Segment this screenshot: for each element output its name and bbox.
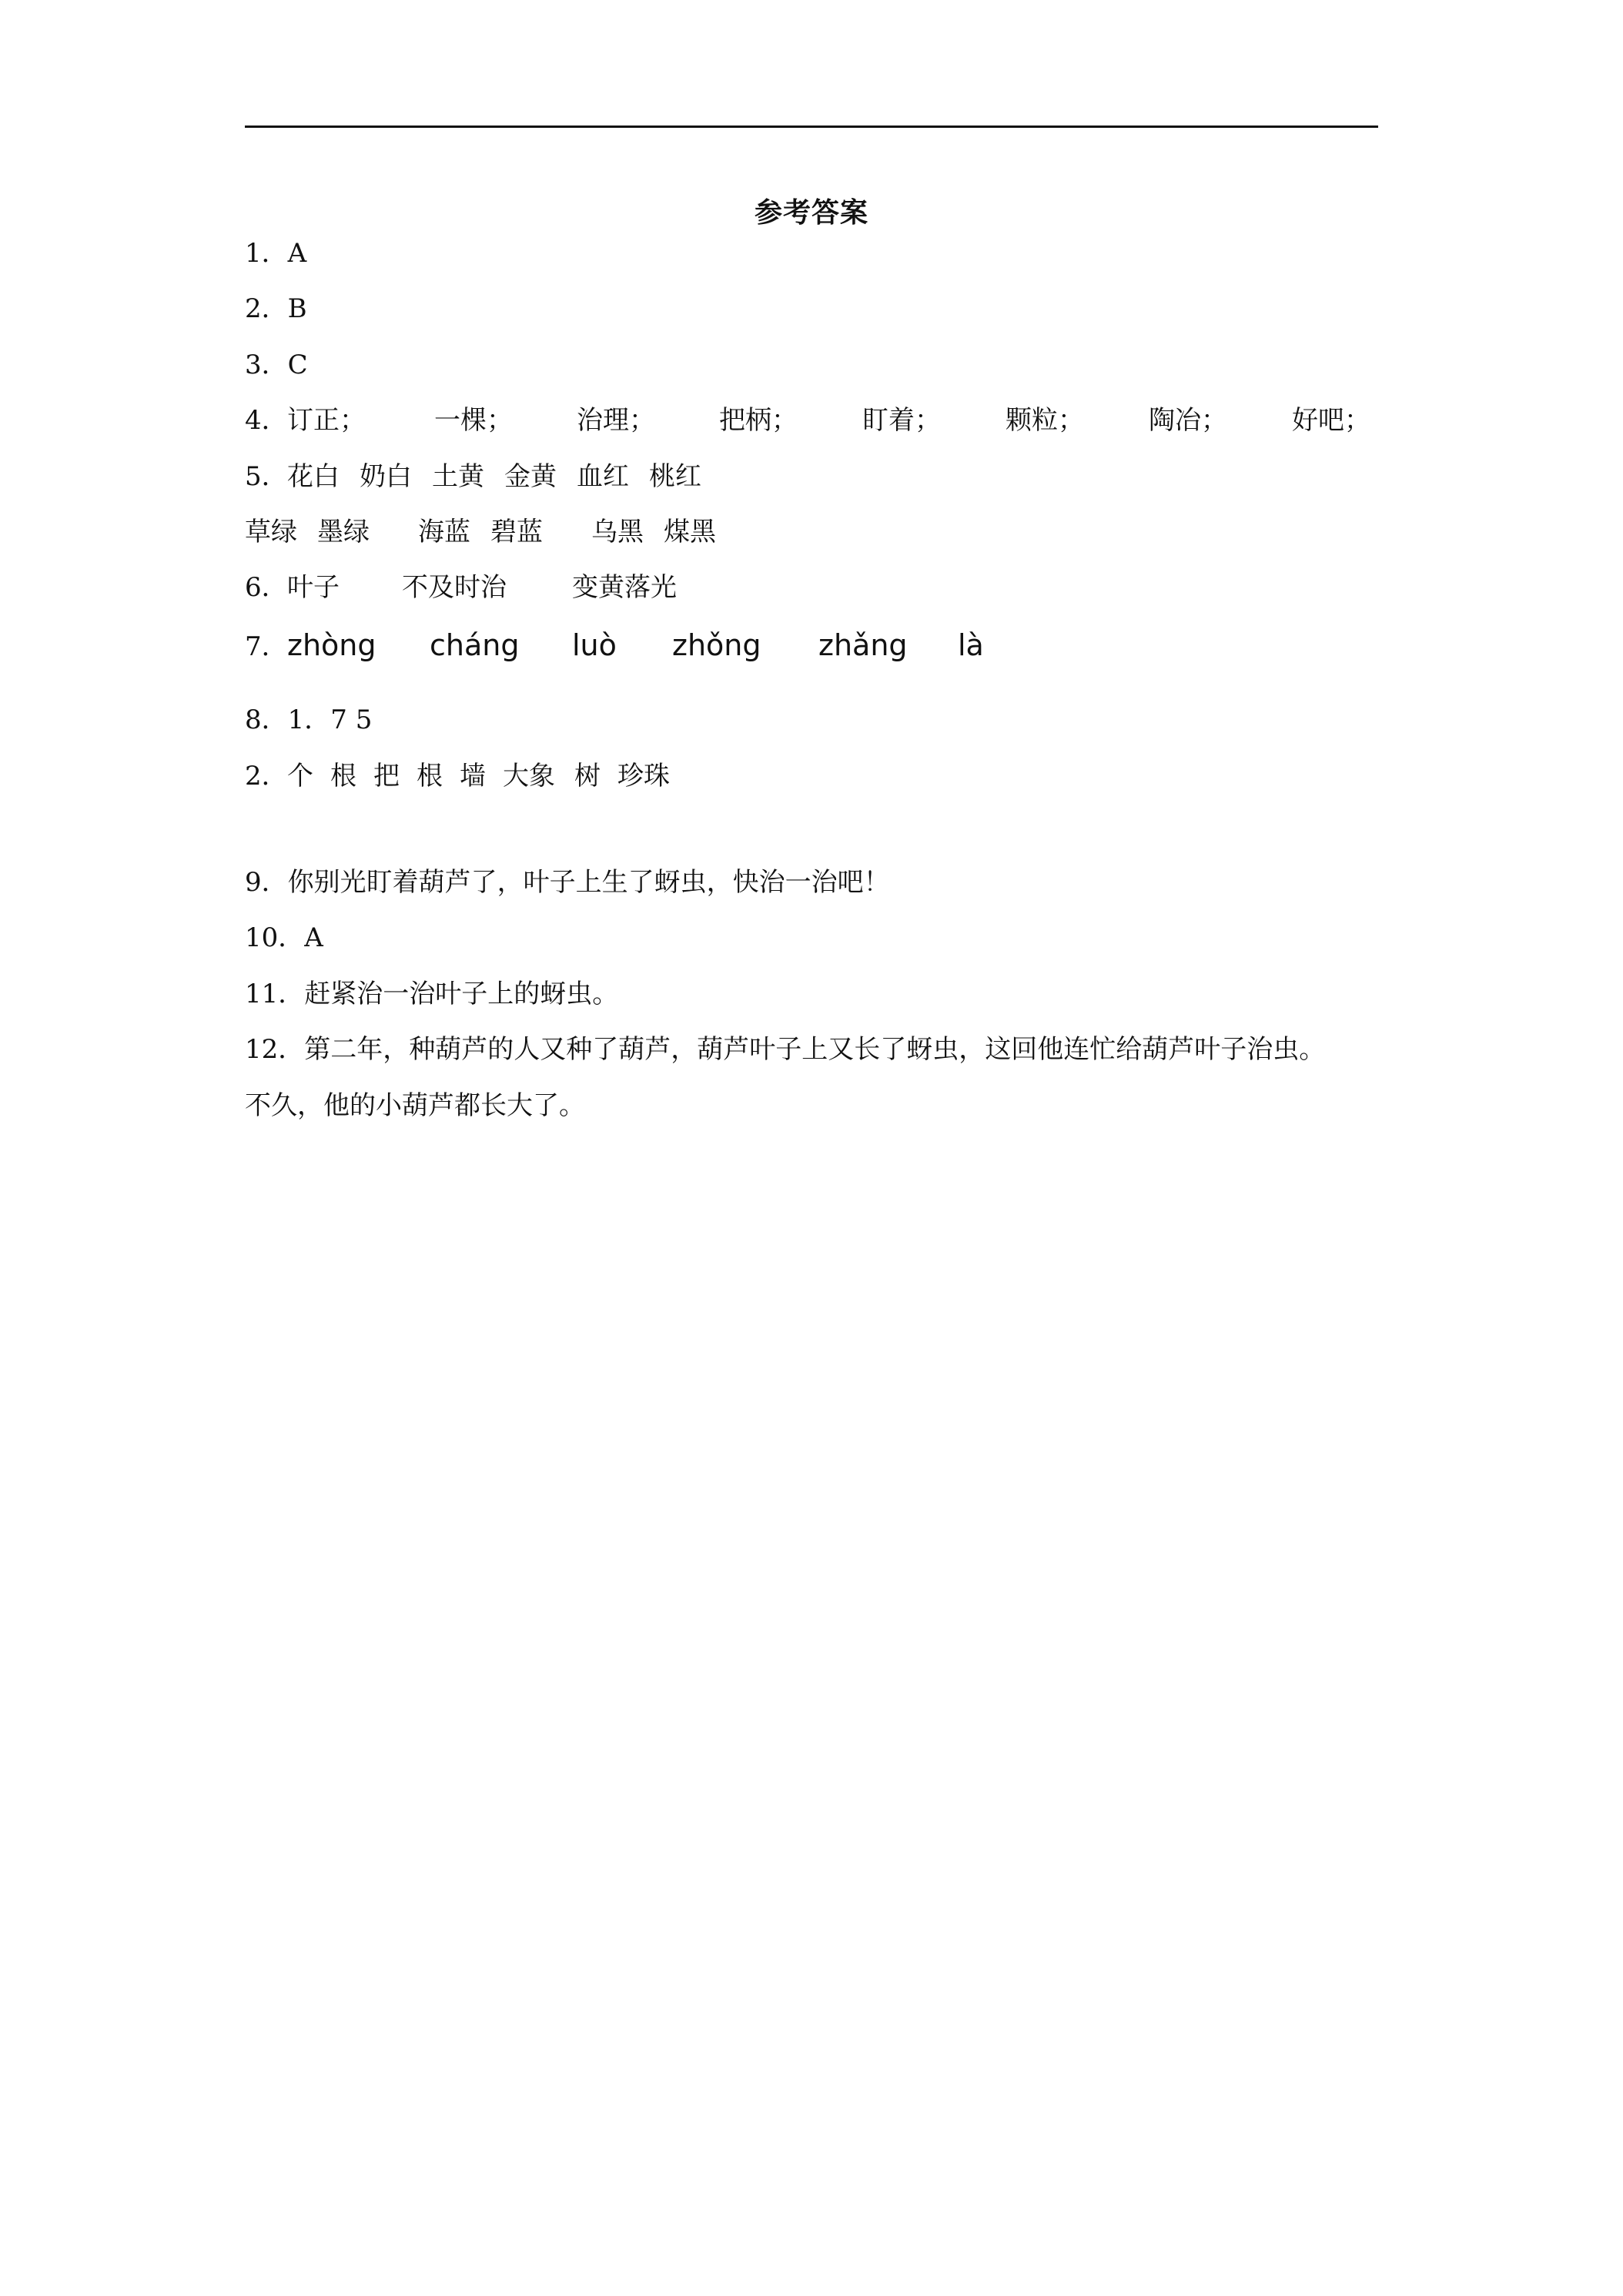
- answer-word: 煤黑: [664, 517, 716, 547]
- answer-text: C: [287, 350, 308, 380]
- answer-number: 4．: [245, 405, 288, 436]
- answer-5: [245, 457, 288, 496]
- answer-number: 5．: [245, 461, 288, 492]
- answer-word: 草绿: [245, 517, 297, 547]
- answer-word: 花白: [287, 461, 340, 492]
- answer-text: 第二年，种葫芦的人又种了葫芦，葫芦叶子上又长了蚜虫，这回他连忙给葫芦叶子治虫。: [304, 1034, 1326, 1065]
- answer-word: 一棵；: [434, 405, 513, 436]
- answer-9: [245, 863, 890, 902]
- answer-word: 树: [574, 761, 601, 792]
- answer-2: [245, 290, 307, 328]
- answer-word: 盯着；: [862, 405, 941, 436]
- answer-text: 不久，他的小葫芦都长大了。: [245, 1090, 585, 1121]
- answer-word: 墙: [460, 761, 486, 792]
- answer-word: 不及时治: [402, 572, 507, 603]
- answer-number: 8．: [245, 705, 288, 735]
- page-title: 参考答案: [754, 197, 868, 229]
- answer-word: 奶白: [360, 461, 412, 492]
- answer-text: 你别光盯着葫芦了，叶子上生了蚜虫，快治一治吧！: [287, 867, 890, 898]
- answer-12-line-2: [245, 1086, 585, 1125]
- answer-word: 血红: [577, 461, 629, 492]
- pinyin-word: là: [958, 628, 984, 662]
- answer-text: A: [287, 238, 307, 269]
- answer-number: 12．: [245, 1034, 305, 1065]
- pinyin-word: zhǎng: [818, 628, 908, 662]
- answer-4: [245, 401, 288, 440]
- answer-8-part-2: [245, 757, 288, 795]
- answer-number: 3．: [245, 350, 288, 380]
- answer-8: [245, 701, 372, 739]
- answer-number: 1．: [245, 238, 288, 269]
- answer-word: 个: [287, 761, 313, 792]
- answer-word: 乌黑: [591, 517, 644, 547]
- answer-word: 珍珠: [617, 761, 670, 792]
- answer-word: 订正；: [287, 405, 366, 436]
- answer-word: 碧蓝: [490, 517, 543, 547]
- header-rule: [245, 126, 1378, 128]
- pinyin-word: luò: [572, 628, 617, 662]
- answer-word: 把柄；: [719, 405, 798, 436]
- answer-word: 把: [373, 761, 400, 792]
- answer-3: [245, 346, 308, 384]
- answer-number: 2．: [245, 293, 288, 324]
- pinyin-word: zhǒng: [672, 628, 761, 662]
- answer-text: 赶紧治一治叶子上的蚜虫。: [304, 979, 619, 1009]
- answer-word: 金黄: [504, 461, 557, 492]
- pinyin-word: zhòng: [287, 628, 376, 662]
- answer-word: 大象: [503, 761, 555, 792]
- answer-number: 6．: [245, 572, 288, 603]
- answer-word: 海蓝: [418, 517, 470, 547]
- answer-number: 11．: [245, 979, 305, 1009]
- answer-word: 颗粒；: [1006, 405, 1084, 436]
- pinyin-word: cháng: [430, 628, 520, 662]
- answer-word: 变黄落光: [572, 572, 677, 603]
- answer-number: 7．: [245, 631, 288, 662]
- answer-word: 墨绿: [317, 517, 370, 547]
- answer-word: 治理；: [577, 405, 655, 436]
- answer-7: [245, 628, 288, 666]
- answer-11: [245, 975, 618, 1013]
- answer-word: 根: [330, 761, 356, 792]
- answer-number: 10．: [245, 922, 305, 953]
- answer-text: 1．7 5: [287, 705, 373, 735]
- answer-text: B: [287, 293, 307, 324]
- answer-word: 桃红: [649, 461, 701, 492]
- answer-text: A: [304, 922, 323, 953]
- answer-word: 好吧；: [1292, 405, 1370, 436]
- answer-word: 根: [417, 761, 443, 792]
- answer-word: 叶子: [287, 572, 340, 603]
- answer-word: 土黄: [432, 461, 484, 492]
- answer-word: 陶冶；: [1149, 405, 1227, 436]
- answer-number: 2．: [245, 761, 288, 792]
- answer-12: [245, 1030, 1325, 1069]
- answer-number: 9．: [245, 867, 288, 898]
- answer-1: [245, 234, 306, 273]
- answer-10: [245, 919, 323, 957]
- answer-6: [245, 568, 288, 607]
